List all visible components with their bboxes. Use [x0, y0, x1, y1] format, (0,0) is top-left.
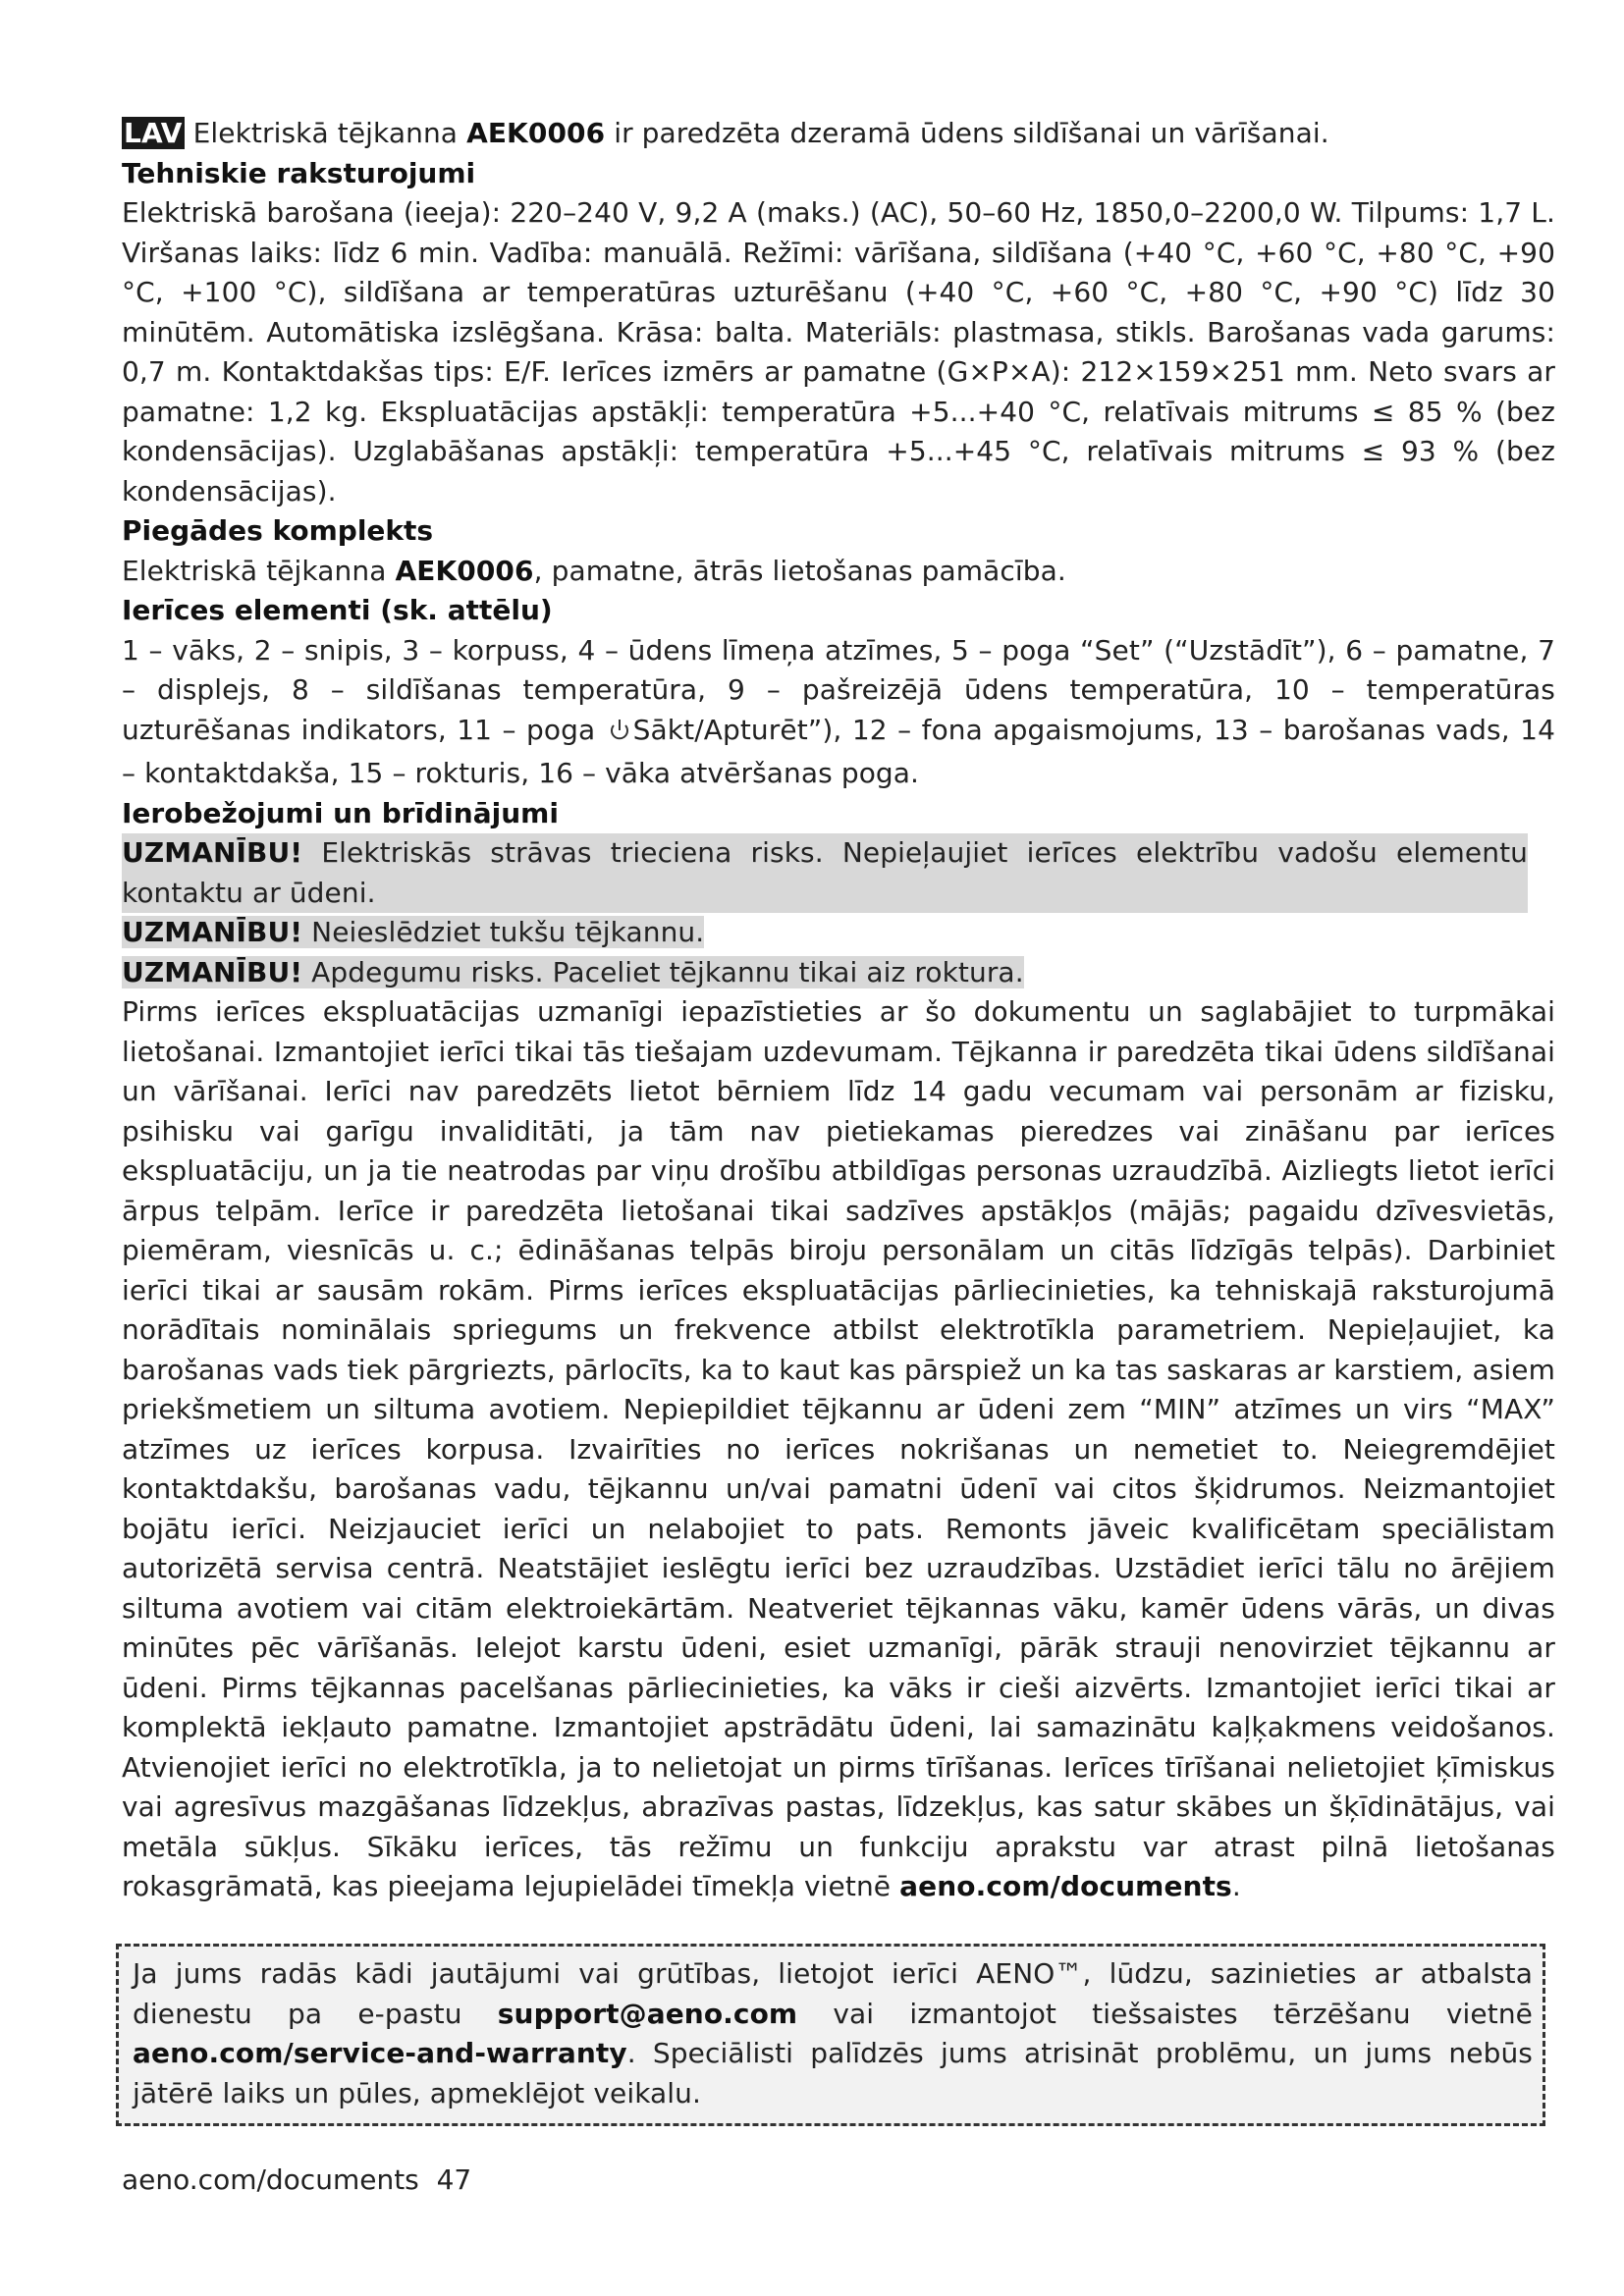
delivery-model: AEK0006 — [395, 554, 534, 587]
footer-url: aeno.com/documents — [122, 2163, 419, 2196]
safety-end: . — [1231, 1870, 1241, 1902]
support-notice — [116, 1944, 1545, 2126]
warning-text: Elektriskās strāvas trieciena risks. Nepieļaujiet ierīces elektrību vadošu elementu kontaktu ar ūdeni. — [122, 836, 1528, 909]
warning-1 — [122, 833, 1555, 913]
documents-link[interactable]: aeno.com/documents — [899, 1870, 1232, 1902]
elements-heading: Ierīces elementi (sk. attēlu) — [122, 594, 553, 626]
power-icon — [608, 715, 631, 755]
intro-paragraph — [122, 114, 1555, 154]
service-warranty-link[interactable]: aeno.com/service-and-warranty — [133, 2037, 627, 2069]
support-email-link[interactable]: support@aeno.com — [497, 1997, 798, 2030]
delivery-text-after: , pamatne, ātrās lietošanas pamācība. — [533, 554, 1066, 587]
intro-text-before: Elektriskā tējkanna — [184, 117, 467, 149]
warning-label: UZMANĪBU! — [122, 916, 303, 948]
specs-heading: Tehniskie raksturojumi — [122, 156, 476, 189]
warning-label: UZMANĪBU! — [122, 955, 303, 988]
delivery-heading: Piegādes komplekts — [122, 514, 434, 547]
support-text-3: . Speciālisti palīdzēs jums atrisināt problēmu, un jums nebūs jātērē laiks un pūles, apmeklējot veikalu. — [133, 2037, 1533, 2109]
delivery-body — [122, 552, 1555, 592]
intro-text-after: ir paredzēta dzeramā ūdens sildīšanai un vārīšanai. — [605, 117, 1329, 149]
document-page — [122, 114, 1555, 1907]
support-text-2: vai izmantojot tiešsaistes tērzēšanu vietnē — [797, 1997, 1533, 2030]
page-number: 47 — [436, 2163, 472, 2196]
model-name: AEK0006 — [466, 117, 606, 149]
safety-body — [122, 992, 1555, 1907]
elements-body — [122, 631, 1555, 794]
safety-text: Pirms ierīces ekspluatācijas uzmanīgi iepazīstieties ar šo dokumentu un saglabājiet to turpmākai lietošanai. Izmantojiet ierīci tikai tās tiešajam uzdevumam. Tējkanna ir paredzēta tikai ūdens sildīšanai un vārīšanai. Ierīci nav paredzēts lietot bērniem līdz 14 gadu vecumam vai personām ar fizisku, psihisku vai garīgu invaliditāti, ja tām nav pietiekamas pieredzes vai zināšanu par ierīces ekspluatāciju, un ja tie neatrodas par viņu drošību atbildīgas personas uzraudzībā. Aizliegts lietot ierīci ārpus telpām. Ierīce ir paredzēta lietošanai tikai sadzīves apstākļos (mājās; pagaidu dzīvesvietās, piemēram, viesnīcās u. c.; ēdināšanas telpās biroju personālam un citās līdzīgās telpās). Darbiniet ierīci tikai ar sausām rokām. Pirms ierīces ekspluatācijas pārliecinieties, ka tehniskajā raksturojumā norādītais nominālais spriegums un frekvence atbilst elektrotīkla parametriem. Nepieļaujiet, ka barošanas vads tiek pārgriezts, pārlocīts, ka to kaut kas pārspiež un ka tas saskaras ar karstiem, asiem priekšmetiem un siltuma avotiem. Nepiepildiet tējkannu ar ūdeni zem “MIN” atzīmes un virs “MAX” atzīmes uz ierīces korpusa. Izvairīties no ierīces nokrišanas un nemetiet to. Neiegremdējiet kontaktdakšu, barošanas vadu, tējkannu un/vai pamatni ūdenī vai citos šķidrumos. Neizmantojiet bojātu ierīci. Neizjauciet ierīci un nelabojiet to pats. Remonts jāveic kvalificētam speciālistam autorizētā servisa centrā. Neatstājiet ieslēgtu ierīci bez uzraudzības. Uzstādiet ierīci tālu no ārējiem siltuma avotiem vai citām elektroiekārtām. Neatveriet tējkannas vāku, kamēr ūdens vārās, un divas minūtes pēc vārīšanās. Ielejot karstu ūdeni, esiet uzmanīgi, pārāk strauji nenovirziet tējkannu ar ūdeni. Pirms tējkannas pacelšanas pārliecinieties, ka vāks ir cieši aizvērts. Izmantojiet ierīci tikai ar komplektā iekļauto pamatne. Izmantojiet apstrādātu ūdeni, lai samazinātu kaļķakmens veidošanos. Atvienojiet ierīci no elektrotīkla, ja to nelietojat un pirms tīrīšanas. Ierīces tīrīšanai nelietojiet ķīmiskus vai agresīvus mazgāšanas līdzekļus, abrazīvas pastas, līdzekļus, kas satur skābes un šķīdinātājus, vai metāla sūkļus. Sīkāku ierīces, tās režīmu un funkciju aprakstu var atrast pilnā lietošanas rokasgrāmatā, kas pieejama lejupielādei tīmekļa vietnē — [122, 995, 1555, 1902]
warning-label: UZMANĪBU! — [122, 836, 303, 869]
elements-text-before: 1 – vāks, 2 – snipis, 3 – korpuss, 4 – ūdens līmeņa atzīmes, 5 – poga “Set” (“Uzstādīt”), 6 – pamatne, 7 – displejs, 8 – sildīšanas temperatūra, 9 – pašreizējā ūdens temperatūra, 10 – temperatūras uzturēšanas indikators, 11 – poga — [122, 633, 1555, 746]
language-tag: LAV — [124, 117, 183, 149]
support-text-1: Ja jums radās kādi jautājumi vai grūtības, lietojot ierīci AENO™, lūdzu, sazinieties ar atbalsta dienestu pa e-pastu — [133, 1957, 1533, 2030]
warning-2 — [122, 913, 1555, 953]
elements-text-after: Sākt/Apturēt”), 12 – fona apgaismojums, 13 – barošanas vads, 14 – kontaktdakša, 15 – rokturis, 16 – vāka atvēršanas poga. — [122, 713, 1555, 789]
warning-3 — [122, 953, 1555, 993]
support-text — [133, 1954, 1533, 2113]
delivery-text-before: Elektriskā tējkanna — [122, 554, 396, 587]
page-footer — [122, 2163, 471, 2196]
warning-text: Neieslēdziet tukšu tējkannu. — [302, 916, 705, 948]
specs-body: Elektriskā barošana (ieeja): 220–240 V, 9,2 A (maks.) (AC), 50–60 Hz, 1850,0–2200,0 W. Tilpums: 1,7 L. Viršanas laiks: līdz 6 min. Vadība: manuālā. Režīmi: vārīšana, sildīšana (+40 °C, +60 °C, +80 °C, +90 °C, +100 °C), sildīšana ar temperatūras uzturēšanu (+40 °C, +60 °C, +80 °C, +90 °C) līdz 30 minūtēm. Automātiska izslēgšana. Krāsa: balta. Materiāls: plastmasa, stikls. Barošanas vada garums: 0,7 m. Kontaktdakšas tips: E/F. Ierīces izmērs ar pamatne (G×P×A): 212×159×251 mm. Neto svars ar pamatne: 1,2 kg. Ekspluatācijas apstākļi: temperatūra +5...+40 °C, relatīvais mitrums ≤ 85 % (bez kondensācijas). Uzglabāšanas apstākļi: temperatūra +5...+45 °C, relatīvais mitrums ≤ 93 % (bez kondensācijas). — [122, 196, 1555, 507]
warning-text: Apdegumu risks. Paceliet tējkannu tikai aiz roktura. — [302, 955, 1024, 988]
warnings-heading: Ierobežojumi un brīdinājumi — [122, 796, 559, 829]
